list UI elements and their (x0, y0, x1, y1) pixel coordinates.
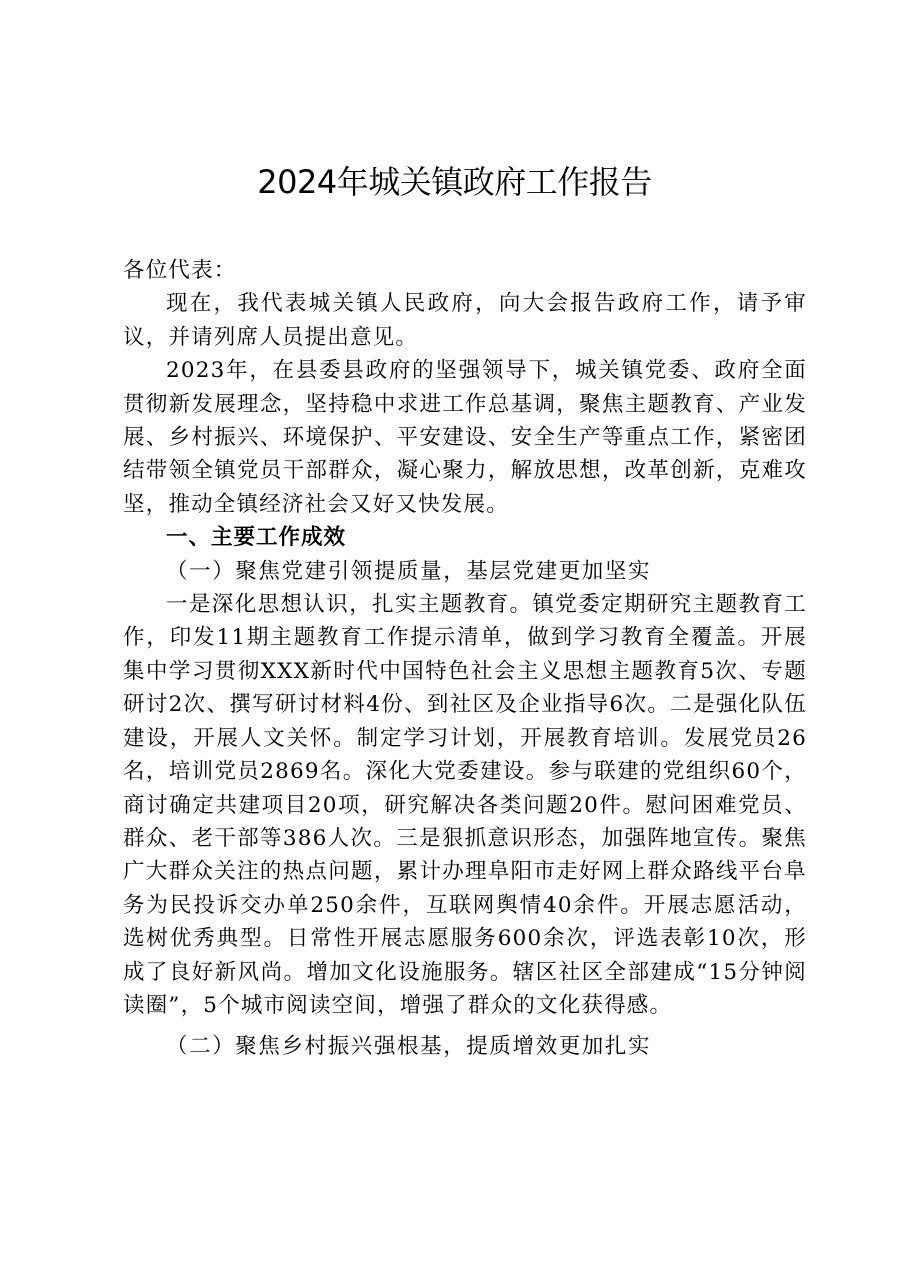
subsection-heading-1: （一）聚焦党建引领提质量，基层党建更加坚实 (166, 558, 652, 584)
section-heading: 一、主要工作成效 (166, 525, 347, 551)
paragraph-intro: 现在，我代表城关镇人民政府，向大会报告政府工作，请予审议，并请列席人员提出意见。 (123, 291, 807, 350)
subsection-heading-2: （二）聚焦乡村振兴强根基，提质增效更加扎实 (166, 1034, 652, 1060)
document-title: 2024年城关镇政府工作报告 (257, 163, 652, 201)
salutation: 各位代表： (123, 258, 237, 283)
subsection-1-paragraph: 一是深化思想认识，扎实主题教育。镇党委定期研究主题教育工作，印发11期主题教育工作提示清单，做到学习教育全覆盖。开展集中学习贯彻XXX新时代中国特色社会主义思想主题教育5次、专题研讨2次、撰写研讨材料4份、到社区及企业指导6次。二是强化队伍建设，开展人文关怀。制定学习计划，开展教育培训。发展党员26名，培训党员2869名。深化大党委建设。参与联建的党组织60个，商讨确定共建项目20项，研究解决各类问题20件。慰问困难党员、群众、老干部等386人次。三是狠抓意识形态，加强阵地宣传。聚焦广大群众关注的热点问题，累计办理阜阳市走好网上群众路线平台阜务为民投诉交办单250余件，互联网舆情40余件。开展志愿活动，选树优秀典型。日常性开展志愿服务600余次，评选表彰10次，形成了良好新风尚。增加文化设施服务。辖区社区全部建成“15分钟阅读圈”，5个城市阅读空间，增强了群众的文化获得感。 (123, 592, 807, 1018)
paragraph-summary: 2023年，在县委县政府的坚强领导下，城关镇党委、政府全面贯彻新发展理念，坚持稳中求进工作总基调，聚焦主题教育、产业发展、乡村振兴、环境保护、平安建设、安全生产等重点工作，紧密团结带领全镇党员干部群众，凝心聚力，解放思想，改革创新，克难攻坚，推动全镇经济社会又好又快发展。 (123, 358, 807, 517)
document-body (123, 254, 807, 1064)
